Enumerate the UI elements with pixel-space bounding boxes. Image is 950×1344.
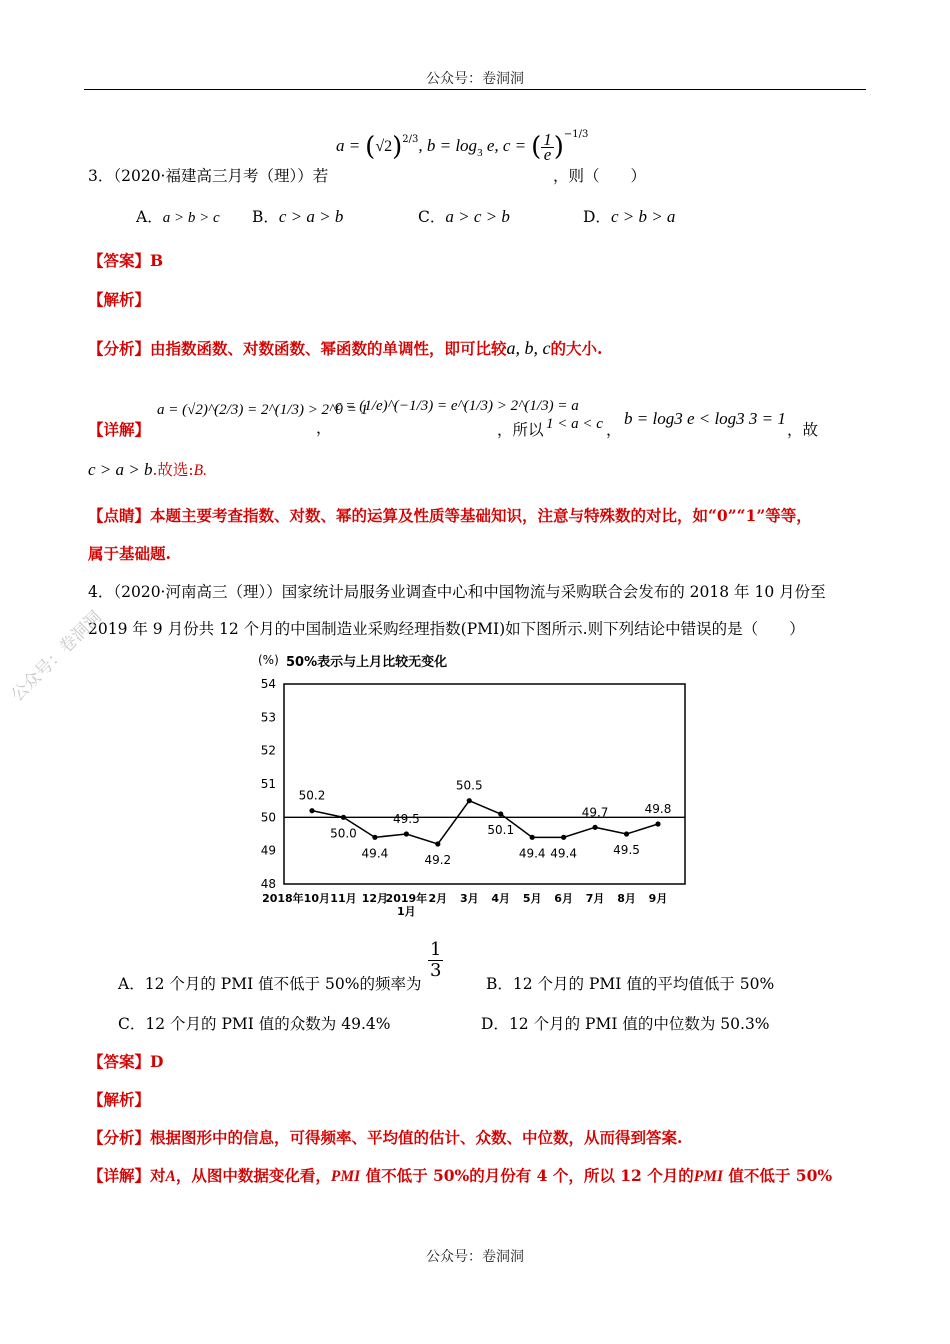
q3-option-b[interactable] xyxy=(252,205,343,227)
x-tick-label: 2月 xyxy=(428,892,448,905)
q4-detail-c: 值不低于 50%的月份有 4 个，所以 12 个月的 xyxy=(360,1166,694,1185)
q4-fenxi xyxy=(88,1126,682,1148)
value-label: 49.8 xyxy=(644,802,672,816)
q4-fenxi-text: 根据图形中的信息，可得频率、平均值的估计、众数、中位数，从而得到答案. xyxy=(150,1128,683,1147)
q3-fenxi-tag: 【分析】 xyxy=(88,339,151,358)
x-tick-label: 8月 xyxy=(617,892,636,905)
data-point xyxy=(530,835,535,840)
data-point xyxy=(624,831,629,836)
data-point xyxy=(561,835,566,840)
q3-option-d-expr: c > b > a xyxy=(610,207,676,226)
value-label: 49.2 xyxy=(424,853,452,867)
q3-dianjing-tag: 【点睛】 xyxy=(88,506,151,525)
data-point xyxy=(467,798,472,803)
q3-option-d-label: D． xyxy=(583,208,611,226)
q3-option-a-expr: a > b > c xyxy=(162,210,220,226)
q3-prefix: 3．（2020·福建高三月考（理））若 xyxy=(88,167,329,185)
q3-fenxi-text: 由指数函数、对数函数、幂函数的单调性，即可比较 xyxy=(150,339,507,358)
q3-b-sub: 3 xyxy=(477,147,483,159)
q3-detail-end2: B. xyxy=(193,462,207,479)
chart-ylabel: (%) xyxy=(258,653,279,667)
q3-option-b-expr: c > a > b xyxy=(278,207,344,226)
q3-analysis-tag: 【解析】 xyxy=(88,290,151,309)
pmi-chart xyxy=(240,650,700,920)
chart-title: 50%表示与上月比较无变化 xyxy=(286,655,448,670)
value-label: 49.4 xyxy=(518,846,546,861)
q3-option-a-label: A． xyxy=(136,208,163,226)
q3-option-c-label: C． xyxy=(418,208,446,226)
q3-exp-a: 2/3 xyxy=(402,134,419,145)
data-point xyxy=(404,831,409,836)
q4-option-a-frac-num: 1 xyxy=(430,939,442,960)
q4-option-a-frac-den: 3 xyxy=(430,960,442,981)
page-header: 公众号：卷洞洞 xyxy=(426,71,524,87)
q3-detail-eq3: b = log3 e < log3 3 = 1 xyxy=(624,409,786,428)
q4-option-a-frac xyxy=(428,940,443,981)
q3-detail-eq1: a = (√2)^(2/3) = 2^(1/3) > 2^0 = 1 xyxy=(157,402,369,418)
q4-detail-d: 值不低于 50% xyxy=(723,1166,833,1185)
data-point xyxy=(592,825,597,830)
q3-stem xyxy=(88,164,328,186)
q3-detail-concl xyxy=(88,458,207,480)
x-tick-label: 2019年 xyxy=(385,892,428,905)
q3-detail-tag: 【详解】 xyxy=(88,420,151,439)
y-tick-label: 51 xyxy=(260,777,276,791)
q3-c-frac-den: e xyxy=(543,144,552,164)
x-sub-label-1yue: 1月 xyxy=(397,905,416,918)
x-tick-label: 11月 xyxy=(330,892,357,905)
x-tick-label: 9月 xyxy=(648,892,668,905)
q3-option-d[interactable] xyxy=(583,205,675,227)
q4-detail-b: ，从图中数据变化看， xyxy=(175,1166,331,1185)
q3-b-rest: e, c = xyxy=(482,136,527,155)
data-point xyxy=(372,835,377,840)
data-point xyxy=(498,811,503,816)
q4-detail-a: 对 xyxy=(150,1166,166,1185)
q3-given-formula xyxy=(336,129,589,164)
x-tick-label: 12月 xyxy=(361,892,389,905)
q3-detail-sep2: ， xyxy=(606,421,622,439)
y-tick-label: 53 xyxy=(260,710,276,725)
q4-answer xyxy=(88,1050,163,1072)
q3-exp-c: −1/3 xyxy=(563,129,589,140)
x-tick-label: 5月 xyxy=(522,892,542,905)
q4-option-d[interactable] xyxy=(481,1012,770,1034)
q4-answer-tag: 【答案】 xyxy=(88,1052,151,1071)
q3-detail-gu: ，故 xyxy=(787,421,819,439)
q4-option-c[interactable] xyxy=(118,1012,390,1034)
q3-answer-tag: 【答案】 xyxy=(88,251,151,270)
y-tick-label: 48 xyxy=(260,877,276,891)
q3-dianjing-text1: 本题主要考查指数、对数、幂的运算及性质等基础知识，注意与特殊数的对比，如“0”“1”等等， xyxy=(150,506,812,525)
q3-option-a[interactable] xyxy=(136,205,220,227)
q3-c-paren-close: ) xyxy=(553,132,564,162)
q4-answer-value: D xyxy=(150,1052,164,1071)
q3-fenxi xyxy=(88,337,602,359)
page-footer: 公众号：卷洞洞 xyxy=(426,1249,524,1265)
q4-analysis-tag: 【解析】 xyxy=(88,1090,151,1109)
q3-detail-sep: ， xyxy=(316,419,332,437)
q4-option-c-label: C． xyxy=(118,1015,146,1033)
q3-fenxi-end: 的大小. xyxy=(550,339,603,358)
q3-detail-ineq: 1 < a < c xyxy=(546,416,603,432)
q3-paren-open: ( xyxy=(365,132,376,162)
q3-sqrt2: √2 xyxy=(375,138,393,155)
q3-detail-concl-expr: c > a > b xyxy=(88,460,153,479)
q3-fenxi-vars: a, b, c xyxy=(506,338,551,358)
value-label: 50.1 xyxy=(487,823,515,837)
value-label: 49.7 xyxy=(581,805,609,820)
y-tick-label: 52 xyxy=(260,743,276,758)
header-rule xyxy=(84,89,866,90)
q4-stem-2: 2019 年 9 月份共 12 个月的中国制造业采购经理指数(PMI)如下图所示.则下列结论中错误的是（ ） xyxy=(88,620,805,638)
watermark: 公众号：卷洞洞 xyxy=(7,607,106,706)
q4-option-b[interactable] xyxy=(486,972,774,994)
q3-suffix: ，则（ ） xyxy=(553,167,647,185)
q4-option-b-text: 12 个月的 PMI 值的平均值低于 50% xyxy=(512,975,775,993)
q3-detail-end: .故选: xyxy=(152,461,194,479)
q3-detail-mid: ，所以 xyxy=(497,421,544,439)
data-point xyxy=(309,808,314,813)
x-tick-label: 4月 xyxy=(491,892,511,905)
q4-detail-pmi1: PMI xyxy=(330,1168,361,1185)
q4-detail-A: A xyxy=(165,1168,176,1185)
q3-dianjing-2: 属于基础题. xyxy=(88,544,171,563)
q4-detail xyxy=(88,1164,832,1186)
q4-option-a-text: 12 个月的 PMI 值不低于 50%的频率为 xyxy=(144,975,422,993)
q3-option-c[interactable] xyxy=(418,205,510,227)
value-label: 50.2 xyxy=(298,788,326,803)
q3-c-paren-open: ( xyxy=(531,132,542,162)
q3-answer xyxy=(88,249,163,271)
q3-a-lhs: a = xyxy=(336,136,361,155)
value-label: 50.0 xyxy=(330,826,357,841)
q3-dianjing xyxy=(88,504,812,526)
q4-option-b-label: B． xyxy=(486,975,513,993)
data-point xyxy=(435,841,440,846)
q3-paren-close: ) xyxy=(392,132,403,162)
x-tick-label: 6月 xyxy=(554,892,573,905)
value-label: 50.5 xyxy=(455,778,483,793)
q4-option-d-text: 12 个月的 PMI 值的中位数为 50.3% xyxy=(508,1015,770,1033)
q4-option-a[interactable] xyxy=(118,972,422,994)
q4-option-d-label: D． xyxy=(481,1015,509,1033)
q4-detail-tag: 【详解】 xyxy=(88,1166,151,1185)
q4-fenxi-tag: 【分析】 xyxy=(88,1128,151,1147)
value-label: 49.4 xyxy=(361,846,389,861)
q4-option-c-text: 12 个月的 PMI 值的众数为 49.4% xyxy=(145,1015,391,1033)
q3-detail-eq2: c = (1/e)^(−1/3) = e^(1/3) > 2^(1/3) = a xyxy=(335,398,579,414)
y-tick-label: 50 xyxy=(260,810,276,825)
y-tick-label: 49 xyxy=(260,843,276,858)
value-label: 49.4 xyxy=(550,846,577,861)
value-label: 49.5 xyxy=(393,812,420,826)
x-tick-label: 2018年10月 xyxy=(262,892,330,905)
x-tick-label: 3月 xyxy=(459,892,479,905)
q3-option-c-expr: a > c > b xyxy=(445,207,510,226)
q3-option-b-label: B． xyxy=(252,208,279,226)
q4-stem-1: 4．（2020·河南高三（理））国家统计局服务业调查中心和中国物流与采购联合会发布的 2018 年 10 月份至 xyxy=(88,583,826,601)
q4-option-a-label: A． xyxy=(118,975,145,993)
q3-c-frac xyxy=(541,129,554,164)
data-point xyxy=(341,815,346,820)
q3-b-part: , b = log xyxy=(418,136,478,155)
x-tick-label: 7月 xyxy=(585,892,605,905)
q4-detail-pmi2: PMI xyxy=(693,1168,724,1185)
value-label: 49.5 xyxy=(613,843,640,857)
q3-c-frac-num: 1 xyxy=(543,129,552,149)
q3-answer-value: B xyxy=(150,251,164,270)
y-tick-label: 54 xyxy=(260,677,276,691)
data-point xyxy=(655,821,660,826)
